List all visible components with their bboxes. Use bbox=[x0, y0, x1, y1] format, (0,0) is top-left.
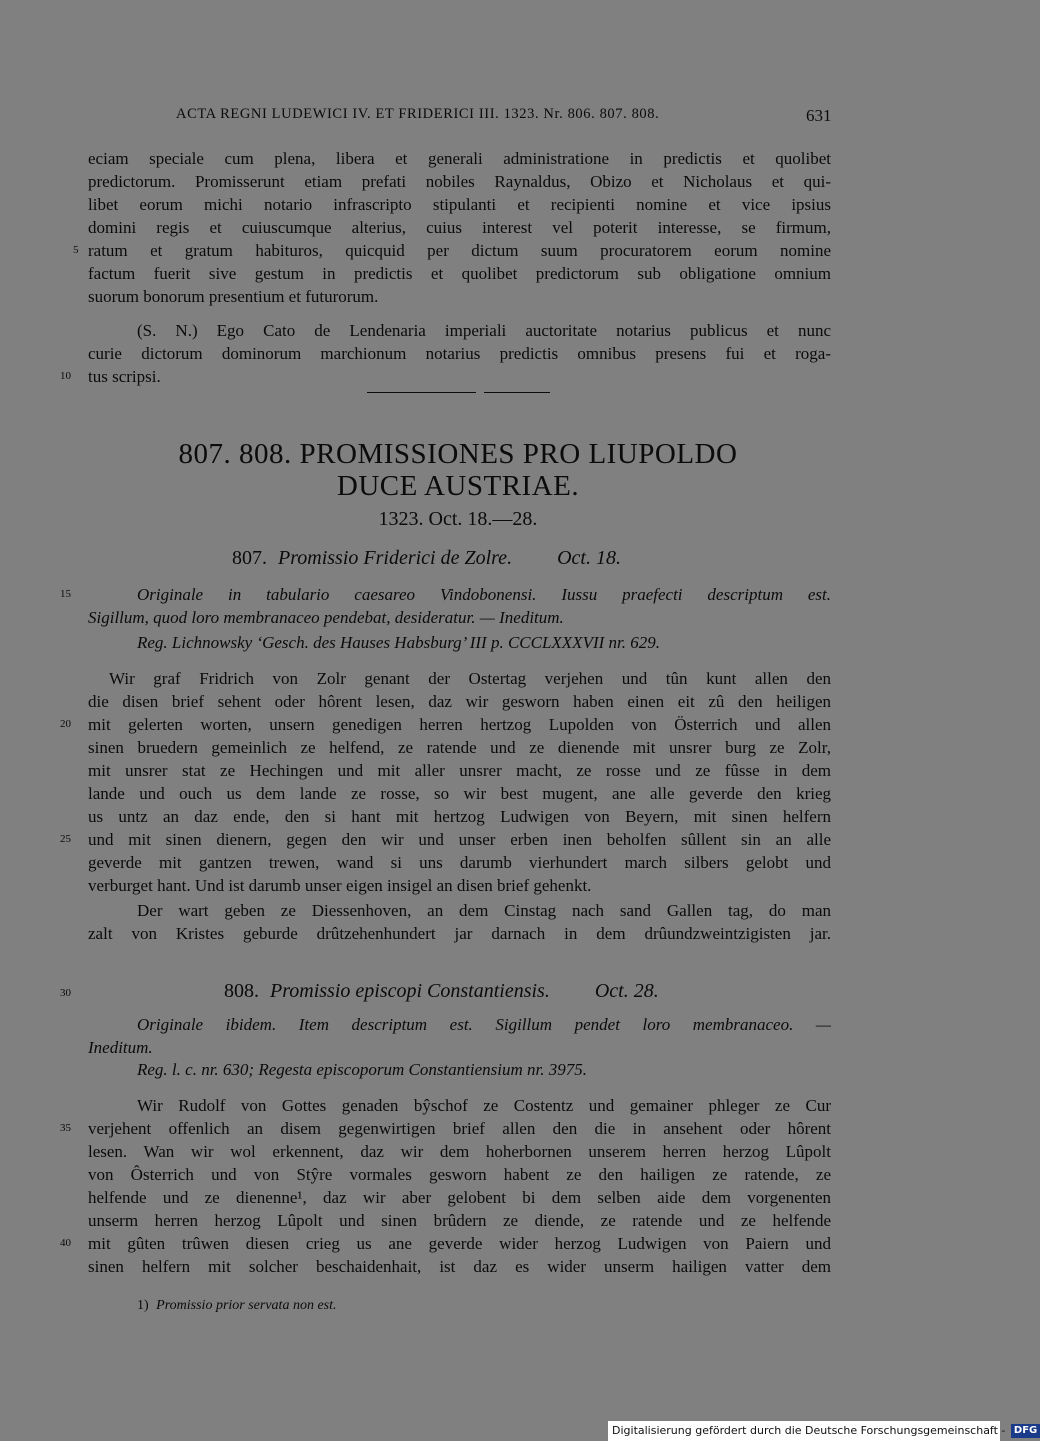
running-header: ACTA REGNI LUDEWICI IV. ET FRIDERICI III. 1323. Nr. 806. 807. 808. bbox=[176, 106, 660, 122]
source-line: Originale ibidem. Item descriptum est. Sigillum pendet loro membranaceo. — bbox=[137, 1015, 831, 1034]
doc-number: 808. bbox=[224, 980, 259, 1002]
line-number: 15 bbox=[60, 588, 71, 600]
doc-title: Promissio episcopi Constantiensis. bbox=[270, 980, 550, 1002]
text-line: ratum et gratum habituros, quicquid per dictum suum procuratorem eorum nomine bbox=[88, 241, 831, 260]
text-line: Wir Rudolf von Gottes genaden bŷschof ze Costentz und gemainer phleger ze Cur bbox=[137, 1096, 831, 1115]
text-line: domini regis et cuiuscumque alterius, cuius interest vel poterit interesse, se firmum, bbox=[88, 218, 831, 237]
doc-title: Promissio Friderici de Zolre. bbox=[278, 547, 513, 569]
text-line: mit gûten trûwen diesen crieg us ane geverde wider herzog Ludwigen von Paiern und bbox=[88, 1234, 831, 1253]
source-line: Ineditum. bbox=[88, 1038, 153, 1057]
doc-808-heading bbox=[224, 980, 659, 1003]
line-number: 5 bbox=[73, 244, 79, 256]
text-line: lande und ouch us dem lande ze rosse, so wir best mugent, ane alle geverde den krieg bbox=[88, 784, 831, 803]
doc-date: Oct. 28. bbox=[594, 980, 659, 1002]
doc-807-heading bbox=[232, 547, 621, 570]
footnote-mark: 1) bbox=[137, 1298, 149, 1313]
text-line: tus scripsi. bbox=[88, 367, 161, 386]
text-line: verburget hant. Und ist darumb unser eigen insigel an disen brief gehenkt. bbox=[88, 876, 592, 895]
text-line: zalt von Kristes geburde drûtzehenhundert jar darnach in dem drûundzweintzigisten jar. bbox=[88, 924, 831, 943]
text-line: von Ôsterrich und von Stŷre vormales gesworn habent ze den hailigen ze ratende, ze bbox=[88, 1165, 831, 1184]
line-number: 10 bbox=[60, 370, 71, 382]
text-line: die disen brief sehent oder hôrent lesen, daz wir gesworn haben einen eit zû den heiligen bbox=[88, 692, 831, 711]
text-line: unserm herren herzog Lûpolt und sinen brûdern ze diende, ze ratende und ze helfende bbox=[88, 1211, 831, 1230]
text-line: helfende und ze dienenne¹, daz wir aber gelobent bi dem selben aide dem vorgenenten bbox=[88, 1188, 831, 1207]
text-line: geverde mit gantzen trewen, wand si uns darumb vierhundert march silbers gelobt und bbox=[88, 853, 831, 872]
section-title-continued: DUCE AUSTRIAE. bbox=[336, 470, 580, 502]
line-number: 25 bbox=[60, 833, 71, 845]
digitization-footer bbox=[608, 1421, 1038, 1441]
text-line: eciam speciale cum plena, libera et generali administratione in predictis et quolibet bbox=[88, 149, 831, 168]
footer-text: Digitalisierung gefördert durch die Deutsche Forschungsgemeinschaft - bbox=[612, 1424, 1006, 1437]
text-line: curie dictorum dominorum marchionum notarius predictis omnibus presens fui et roga- bbox=[88, 344, 831, 363]
text-line: sinen helfern mit solcher beschaidenhait, ist daz es wider unserm hailigen vatter dem bbox=[88, 1257, 831, 1276]
text-line: suorum bonorum presentium et futurorum. bbox=[88, 287, 379, 306]
line-number: 35 bbox=[60, 1122, 71, 1134]
text-line: (S. N.) Ego Cato de Lendenaria imperiali auctoritate notarius publicus et nunc bbox=[137, 321, 831, 340]
source-line: Originale in tabulario caesareo Vindobonensi. Iussu praefecti descriptum est. bbox=[137, 585, 831, 604]
doc-number: 807. bbox=[232, 547, 267, 569]
section-title: 807. 808. PROMISSIONES PRO LIUPOLDO bbox=[178, 438, 738, 470]
text-line: verjehent offenlich an disem gegenwirtigen brief allen den die in ansehent oder hôrent bbox=[88, 1119, 831, 1138]
source-line: Reg. Lichnowsky ‘Gesch. des Hauses Habsburg’ III p. CCCLXXXVII nr. 629. bbox=[137, 633, 661, 652]
text-line: libet eorum michi notario infrascripto stipulanti et recipienti nomine et vice ipsius bbox=[88, 195, 831, 214]
text-line: factum fuerit sive gestum in predictis et quolibet predictorum sub obligatione omnium bbox=[88, 264, 831, 283]
dfg-logo-icon: DFG bbox=[1011, 1424, 1040, 1438]
doc-date: Oct. 18. bbox=[557, 547, 621, 569]
text-line: predictorum. Promisserunt etiam prefati nobiles Raynaldus, Obizo et Nicholaus et qui- bbox=[88, 172, 831, 191]
line-number: 20 bbox=[60, 718, 71, 730]
text-line: Der wart geben ze Diessenhoven, an dem Cinstag nach sand Gallen tag, do man bbox=[137, 901, 831, 920]
line-number: 30 bbox=[60, 987, 71, 999]
text-line: und mit sinen dienern, gegen den wir und unser erben inen beholfen sûllent sin an alle bbox=[88, 830, 831, 849]
page-number: 631 bbox=[806, 106, 832, 125]
separator-rule bbox=[367, 392, 476, 393]
text-line: mit unsrer stat ze Hechingen und mit aller unsrer macht, ze rosse und ze fûsse in dem bbox=[88, 761, 831, 780]
source-line: Sigillum, quod loro membranaceo pendebat, desideratur. — Ineditum. bbox=[88, 608, 564, 627]
text-line: us untz an daz ende, den si hant mit hertzog Ludwigen von Beyern, mit sinen helfern bbox=[88, 807, 831, 826]
footnote bbox=[137, 1298, 337, 1314]
line-number: 40 bbox=[60, 1237, 71, 1249]
separator-rule bbox=[484, 392, 550, 393]
text-line: lesen. Wan wir wol erkennent, daz wir dem hoherbornen unserem herren herzog Lûpolt bbox=[88, 1142, 831, 1161]
source-line: Reg. l. c. nr. 630; Regesta episcoporum Constantiensium nr. 3975. bbox=[137, 1060, 587, 1079]
text-line: sinen bruedern gemeinlich ze helfend, ze ratende und ze dienende mit unsrer burg ze Zolr, bbox=[88, 738, 831, 757]
text-line: Wir graf Fridrich von Zolr genant der Ostertag verjehen und tûn kunt allen den bbox=[109, 669, 831, 688]
footnote-text: Promissio prior servata non est. bbox=[156, 1298, 337, 1313]
text-line: mit gelerten worten, unsern genedigen herren hertzog Lupolden von Österrich und allen bbox=[88, 715, 831, 734]
section-dates: 1323. Oct. 18.—28. bbox=[378, 508, 538, 530]
